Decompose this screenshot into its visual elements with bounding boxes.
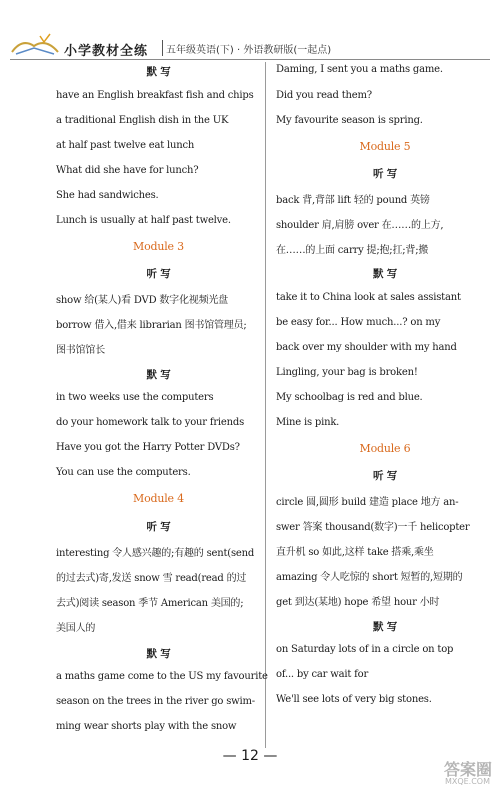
text-line: have an English breakfast fish and chips — [56, 90, 254, 101]
text-line: She had sandwiches. — [56, 190, 159, 201]
text-line: amazing 令人吃惊的 short 短暂的,短期的 — [276, 572, 463, 583]
section-heading: 默 写 — [372, 621, 398, 633]
watermark-logo: 答案圈 — [443, 760, 492, 779]
text-line: take it to China look at sales assistant — [276, 292, 461, 303]
module-heading: Module 3 — [133, 240, 184, 253]
section-heading: 默 写 — [146, 648, 171, 660]
text-line: Have you got the Harry Potter DVDs? — [56, 442, 240, 453]
module-heading: Module 6 — [359, 442, 411, 455]
page-number: — 12 — — [222, 748, 278, 764]
book-subtitle: 五年级英语(下) · 外语教研版(一起点) — [166, 45, 332, 56]
text-line: on Saturday lots of in a circle on top — [276, 644, 454, 655]
text-line: 在……的上面 carry 提;抱;扛;背;搬 — [276, 245, 429, 256]
module-heading: Module 4 — [133, 492, 184, 505]
text-line: a maths game come to the US my favourite — [56, 671, 268, 682]
text-line: We'll see lots of very big stones. — [276, 694, 432, 705]
text-line: Mine is pink. — [276, 417, 340, 428]
text-line: season on the trees in the river go swim- — [56, 696, 255, 707]
text-line: Lunch is usually at half past twelve. — [56, 215, 231, 226]
text-line: My schoolbag is red and blue. — [276, 392, 423, 403]
text-line: ming wear shorts play with the snow — [56, 721, 237, 732]
text-line: in two weeks use the computers — [56, 392, 214, 403]
section-heading: 听 写 — [372, 168, 398, 180]
text-line: of... by car wait for — [276, 669, 369, 680]
section-heading: 默 写 — [372, 268, 398, 280]
column-divider — [265, 62, 266, 748]
text-line: 美国人的 — [56, 623, 96, 634]
header-separator — [162, 40, 163, 56]
text-line: 的过去式)寄,发送 snow 雪 read(read 的过 — [56, 573, 247, 584]
text-line: Did you read them? — [276, 90, 372, 101]
text-line: do your homework talk to your friends — [56, 417, 245, 428]
module-heading: Module 5 — [359, 140, 411, 153]
text-line: Lingling, your bag is broken! — [276, 367, 418, 378]
text-line: interesting 令人感兴趣的;有趣的 sent(send — [56, 548, 255, 559]
header-rule — [10, 59, 490, 60]
text-line: What did she have for lunch? — [56, 165, 199, 176]
text-line: a traditional English dish in the UK — [56, 115, 229, 126]
text-line: back over my shoulder with my hand — [276, 342, 457, 353]
page-header — [0, 0, 500, 60]
text-line: 直升机 so 如此,这样 take 搭乘,乘坐 — [276, 547, 434, 558]
section-heading: 听 写 — [146, 268, 171, 280]
text-line: be easy for... How much...? on my — [276, 317, 441, 328]
text-line: You can use the computers. — [56, 467, 191, 478]
text-line: at half past twelve eat lunch — [56, 140, 195, 151]
book-brand-title: 小学教材全练 — [64, 44, 149, 59]
text-line: circle 圆,圆形 build 建造 place 地方 an- — [276, 497, 459, 508]
text-line: show 给(某人)看 DVD 数字化视频光盘 — [56, 295, 228, 306]
text-line: get 到达(某地) hope 希望 hour 小时 — [276, 597, 440, 608]
text-line: My favourite season is spring. — [276, 115, 423, 126]
text-line: swer 答案 thousand(数字)一千 helicopter — [276, 522, 470, 533]
text-line: borrow 借入,借来 librarian 图书馆管理员; — [56, 320, 247, 331]
section-heading: 听 写 — [146, 521, 171, 533]
section-heading: 听 写 — [372, 470, 398, 482]
text-line: back 背,背部 lift 轻的 pound 英镑 — [276, 195, 430, 206]
book-logo-icon — [10, 32, 60, 56]
section-heading: 默 写 — [146, 369, 171, 381]
text-line: 图书馆馆长 — [56, 345, 105, 356]
text-line: 去式)阅读 season 季节 American 美国的; — [56, 598, 244, 609]
watermark-url: MXQE.COM — [444, 777, 490, 786]
text-line: shoulder 肩,肩膀 over 在……的上方, — [276, 220, 444, 231]
section-heading: 默 写 — [146, 66, 171, 78]
text-line: Daming, I sent you a maths game. — [276, 64, 443, 75]
